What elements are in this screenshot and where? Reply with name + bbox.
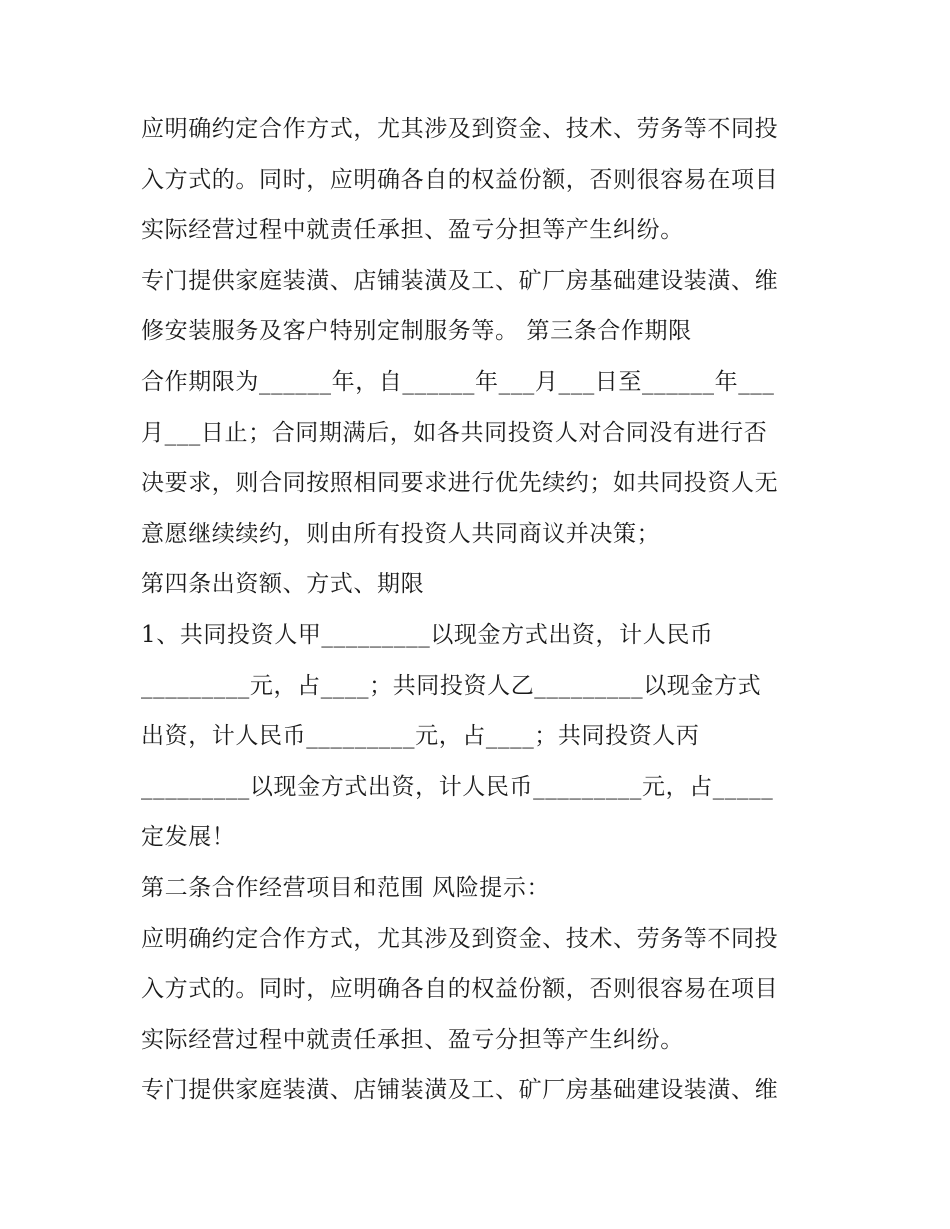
text-line: 意愿继续续约，则由所有投资人共同商议并决策； xyxy=(141,521,661,547)
text-line: 应明确约定合作方式，尤其涉及到资金、技术、劳务等不同投 xyxy=(141,926,779,952)
text-line: 决要求，则合同按照相同要求进行优先续约；如共同投资人无 xyxy=(141,470,779,496)
text-line: 专门提供家庭装潢、店铺装潢及工、矿厂房基础建设装潢、维 xyxy=(141,1077,779,1103)
text-line: 修安装服务及客户特别定制服务等。 第三条合作期限 xyxy=(141,318,692,344)
text-line: 实际经营过程中就责任承担、盈亏分担等产生纠纷。 xyxy=(141,217,684,243)
text-line: 专门提供家庭装潢、店铺装潢及工、矿厂房基础建设装潢、维 xyxy=(141,268,779,294)
text-line: 入方式的。同时，应明确各自的权益份额，否则很容易在项目 xyxy=(141,976,779,1002)
text-line: 1、共同投资人甲_________以现金方式出资，计人民币 xyxy=(141,622,714,648)
text-line: 出资，计人民币_________元，占____；共同投资人丙 xyxy=(141,723,700,749)
section-heading: 第二条合作经营项目和范围 风险提示： xyxy=(141,875,551,901)
text-line: 定发展！ xyxy=(141,824,236,850)
text-line: 入方式的。同时，应明确各自的权益份额，否则很容易在项目 xyxy=(141,167,779,193)
text-line: _________元，占____；共同投资人乙_________以现金方式 xyxy=(141,673,762,699)
text-line: _________以现金方式出资，计人民币_________元，占_____ xyxy=(141,774,774,800)
section-heading: 第四条出资额、方式、期限 xyxy=(141,571,425,597)
text-line: 应明确约定合作方式，尤其涉及到资金、技术、劳务等不同投 xyxy=(141,116,779,142)
text-line: 月___日止；合同期满后，如各共同投资人对合同没有进行否 xyxy=(141,420,768,446)
text-line: 实际经营过程中就责任承担、盈亏分担等产生纠纷。 xyxy=(141,1027,684,1053)
text-line: 合作期限为______年，自______年___月___日至______年___ xyxy=(141,369,775,395)
